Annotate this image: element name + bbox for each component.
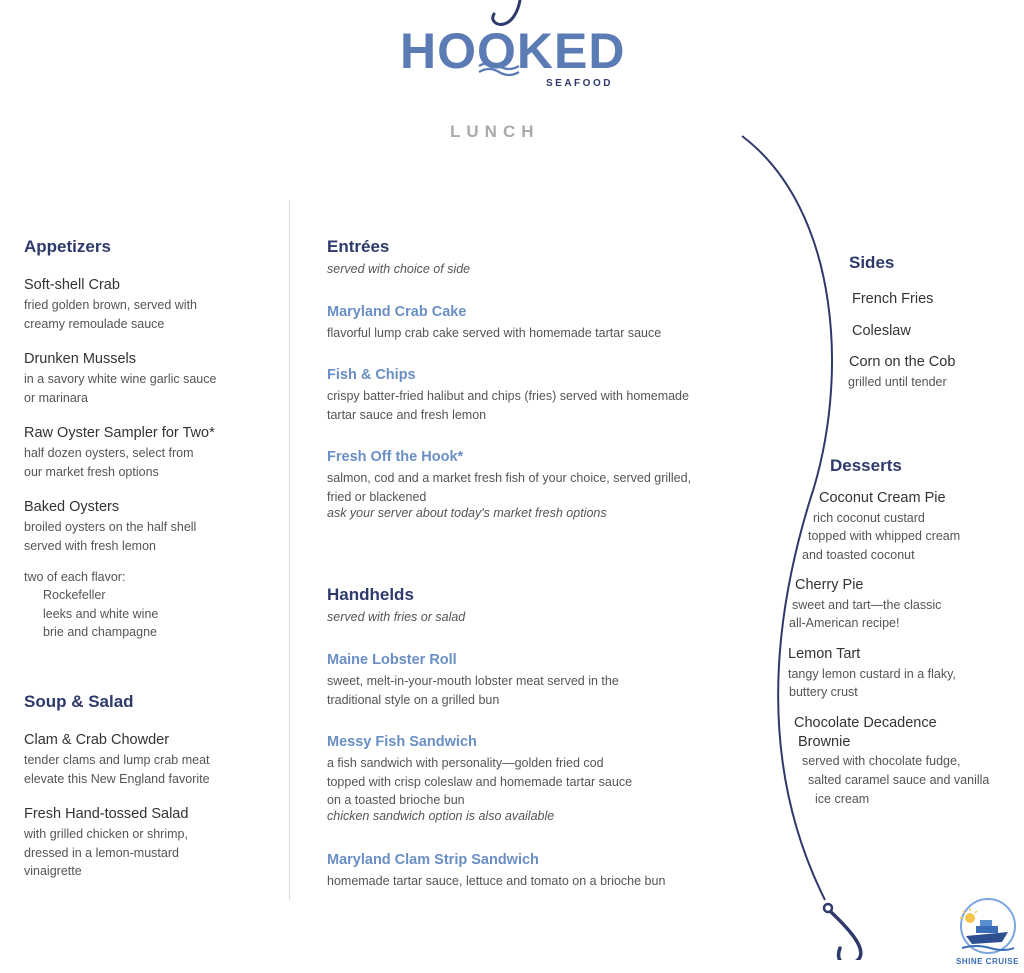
dessert-name: Chocolate Decadence bbox=[794, 715, 937, 731]
menu-item-name: Fresh Hand-tossed Salad bbox=[24, 806, 189, 822]
dessert-desc: buttery crust bbox=[789, 685, 858, 699]
side-item: Coleslaw bbox=[852, 323, 911, 339]
sides-title: Sides bbox=[849, 253, 895, 272]
wave-icon bbox=[477, 58, 523, 78]
entrees-title: Entrées bbox=[327, 237, 390, 256]
menu-item-desc: fried golden brown, served with creamy remoulade sauce bbox=[24, 298, 198, 331]
menu-item-desc: with grilled chicken or shrimp, dressed in a lemon-mustard vinaigrette bbox=[24, 827, 188, 878]
desserts-title: Desserts bbox=[830, 456, 902, 475]
handhelds-subtitle: served with fries or salad bbox=[327, 610, 466, 624]
dessert-name: Lemon Tart bbox=[788, 646, 861, 662]
menu-label: LUNCH bbox=[450, 122, 540, 141]
dessert-desc: topped with whipped cream bbox=[808, 529, 961, 543]
dessert-desc: served with chocolate fudge, bbox=[802, 754, 961, 768]
side-item: Corn on the Cob bbox=[849, 354, 956, 370]
side-item-desc: grilled until tender bbox=[848, 375, 947, 389]
menu-item-name: Clam & Crab Chowder bbox=[24, 732, 170, 748]
footer-brand: SHINE CRUISE bbox=[956, 957, 1019, 966]
dessert-desc: ice cream bbox=[815, 792, 870, 806]
menu-item-desc: broiled oysters on the half shell served with fresh lemon bbox=[24, 520, 197, 553]
dessert-desc: salted caramel sauce and vanilla bbox=[808, 773, 990, 787]
soup-salad-title: Soup & Salad bbox=[24, 692, 134, 711]
menu-item-desc: a fish sandwich with personality—golden fried cod topped with crisp coleslaw and homemade tartar sauce on a toasted brioche bun bbox=[327, 756, 633, 807]
handhelds-title: Handhelds bbox=[327, 585, 414, 604]
entrees-subtitle: served with choice of side bbox=[327, 262, 471, 276]
flavors-list: Rockefeller leeks and white wine brie and champagne bbox=[43, 588, 159, 639]
menu-item-note: chicken sandwich option is also available bbox=[327, 809, 555, 823]
dessert-desc: rich coconut custard bbox=[813, 511, 925, 525]
menu-item-name: Drunken Mussels bbox=[24, 351, 137, 367]
logo-wordmark: HOOKED bbox=[400, 23, 626, 79]
cruise-logo-icon bbox=[952, 898, 1018, 956]
flavors-intro: two of each flavor: bbox=[24, 570, 126, 584]
menu-item-name: Messy Fish Sandwich bbox=[327, 734, 477, 750]
menu-item-desc: tender clams and lump crab meat elevate this New England favorite bbox=[24, 753, 210, 786]
menu-item-desc: homemade tartar sauce, lettuce and tomato on a brioche bun bbox=[327, 874, 666, 888]
menu-item-name: Fresh Off the Hook* bbox=[327, 449, 464, 465]
menu-item-desc: crispy batter-fried halibut and chips (fries) served with homemade tartar sauce and fresh lemon bbox=[327, 389, 689, 422]
menu-item-name: Soft-shell Crab bbox=[24, 277, 120, 293]
menu-item-desc: half dozen oysters, select from our market fresh options bbox=[24, 446, 194, 479]
logo-subtitle: SEAFOOD bbox=[546, 78, 613, 89]
menu-item-name: Raw Oyster Sampler for Two* bbox=[24, 425, 215, 441]
column-divider bbox=[289, 200, 290, 900]
menu-item-note: ask your server about today's market fresh options bbox=[327, 506, 607, 520]
dessert-desc: sweet and tart—the classic bbox=[792, 598, 942, 612]
dessert-name: Coconut Cream Pie bbox=[819, 490, 946, 506]
appetizers-title: Appetizers bbox=[24, 237, 111, 256]
menu-item-desc: in a savory white wine garlic sauce or marinara bbox=[24, 372, 217, 405]
dessert-desc: tangy lemon custard in a flaky, bbox=[788, 667, 956, 681]
menu-item-desc: salmon, cod and a market fresh fish of your choice, served grilled, fried or blackened bbox=[327, 471, 692, 504]
menu-item-desc: flavorful lump crab cake served with homemade tartar sauce bbox=[327, 326, 662, 340]
dessert-desc: and toasted coconut bbox=[802, 548, 915, 562]
side-item: French Fries bbox=[852, 291, 934, 307]
menu-item-name: Baked Oysters bbox=[24, 499, 120, 515]
menu-item-name: Maryland Clam Strip Sandwich bbox=[327, 852, 539, 868]
dessert-desc: all-American recipe! bbox=[789, 616, 900, 630]
menu-item-name: Maine Lobster Roll bbox=[327, 652, 457, 668]
menu-item-desc: sweet, melt-in-your-mouth lobster meat served in the traditional style on a grilled bun bbox=[327, 674, 619, 707]
menu-item-name: Fish & Chips bbox=[327, 367, 416, 383]
dessert-name: Brownie bbox=[798, 734, 851, 750]
menu-item-name: Maryland Crab Cake bbox=[327, 304, 467, 320]
dessert-name: Cherry Pie bbox=[795, 577, 864, 593]
